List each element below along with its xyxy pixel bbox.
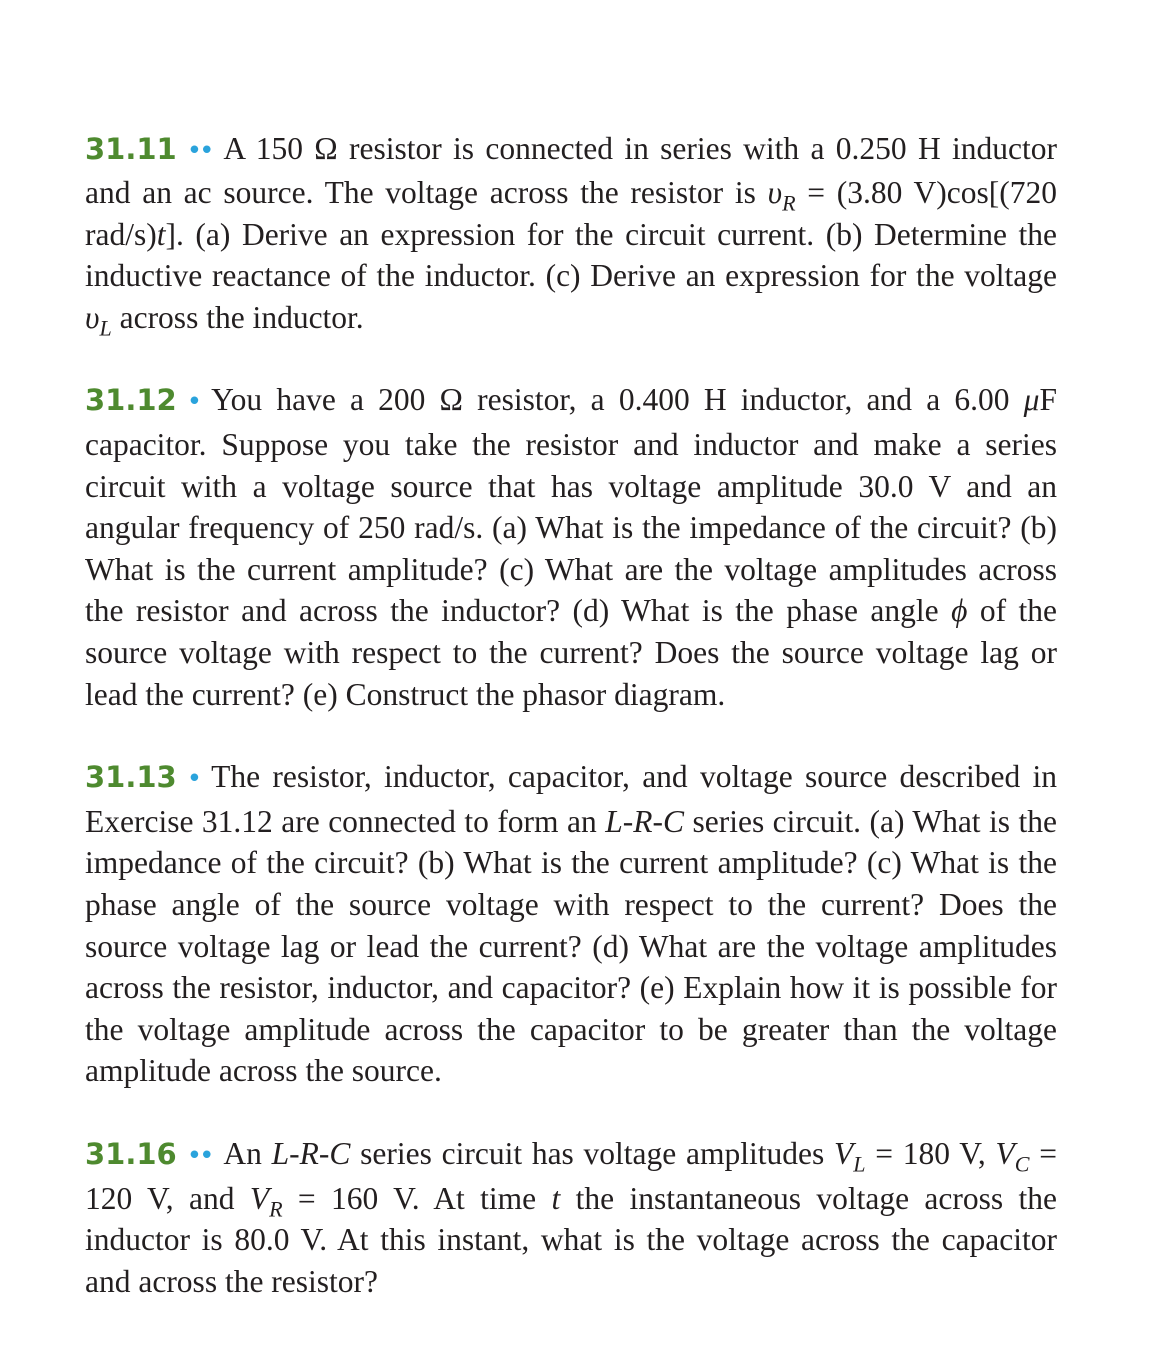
difficulty-dots: • (186, 764, 200, 795)
exercise-text: A 150 Ω resistor is connected in series with a 0.250 H inductor and an ac source. The voltage across the resistor is (85, 130, 1057, 211)
exercise-number: 31.13 (85, 760, 177, 795)
exercise-text: . (a) Derive an expression for the circuit current. (b) Determine the inductive reactance of the inductor. (c) Derive an expression for the voltage (85, 216, 1057, 294)
math-var: υ (85, 299, 100, 335)
exercise-page (85, 96, 1057, 1334)
math-var: V (995, 1135, 1015, 1171)
exercise-text: series circuit has voltage amplitudes (350, 1135, 834, 1171)
math-expr: ] (165, 216, 176, 252)
exercise-text: F capacitor. Suppose you take the resistor and inductor and make a series circuit with a voltage source that has voltage amplitude 30.0 V and an angular frequency of 250 rad/s. (a) What is the impedance of the circuit? (b) What is the current amplitude? (c) What are the voltage amplitudes across the resistor and across the inductor? (d) What is the phase angle (85, 382, 1057, 629)
math-var: L-R-C (605, 803, 684, 839)
exercise-text: You have a 200 Ω resistor, a 0.400 H inductor, and a 6.00 (211, 382, 1024, 418)
math-var: L-R-C (271, 1135, 351, 1171)
math-sub: R (782, 190, 796, 216)
exercise-31-11 (85, 128, 1057, 339)
exercise-number: 31.12 (85, 383, 177, 418)
math-var: ϕ (951, 593, 968, 629)
exercise-number: 31.16 (85, 1136, 177, 1171)
math-var: υ (767, 175, 783, 211)
exercise-text: the instantaneous voltage across the inductor is 80.0 V. At this instant, what is the voltage across the capacitor and across the resistor? (85, 1180, 1057, 1299)
math-var: t (156, 216, 166, 252)
difficulty-dots: • (186, 387, 200, 418)
math-expr: = 160 V. At time (282, 1180, 552, 1216)
exercise-number: 31.11 (85, 131, 177, 166)
exercise-text: The resistor, inductor, capacitor, and voltage source described in Exercise 31.12 are connected to form an (85, 759, 1057, 839)
exercise-31-13 (85, 756, 1057, 1092)
exercise-text: An (223, 1135, 272, 1171)
exercise-31-12 (85, 379, 1057, 715)
exercise-31-16 (85, 1133, 1057, 1302)
math-var: t (551, 1180, 561, 1216)
math-sub: C (1014, 1151, 1030, 1177)
exercise-text: series circuit. (a) What is the impedance of the circuit? (b) What is the current amplitude? (c) What is the phase angle of the source voltage with respect to the current? Does the source voltage lag or lead the current? (d) What are the voltage amplitudes across the resistor, inductor, and capacitor? (e) Explain how it is possible for the voltage amplitude across the capacitor to be greater than the voltage amplitude across the source. (85, 803, 1058, 1089)
math-var: μ (1023, 382, 1040, 418)
math-var: V (834, 1135, 854, 1171)
math-expr: = (3.80 V)cos[(720 rad/s) (85, 175, 1057, 252)
math-sub: R (269, 1195, 283, 1221)
math-sub: L (853, 1151, 866, 1177)
difficulty-dots: •• (186, 135, 212, 166)
math-expr: = 180 V, (865, 1135, 996, 1171)
exercise-text: of the source voltage with respect to the current? Does the source voltage lag or lead the current? (e) Construct the phasor diagram. (85, 593, 1057, 712)
difficulty-dots: •• (186, 1140, 212, 1171)
math-var: V (249, 1180, 270, 1216)
exercise-text: across the inductor. (111, 299, 364, 335)
math-sub: L (99, 315, 112, 341)
math-expr: = 120 V, and (85, 1135, 1057, 1216)
